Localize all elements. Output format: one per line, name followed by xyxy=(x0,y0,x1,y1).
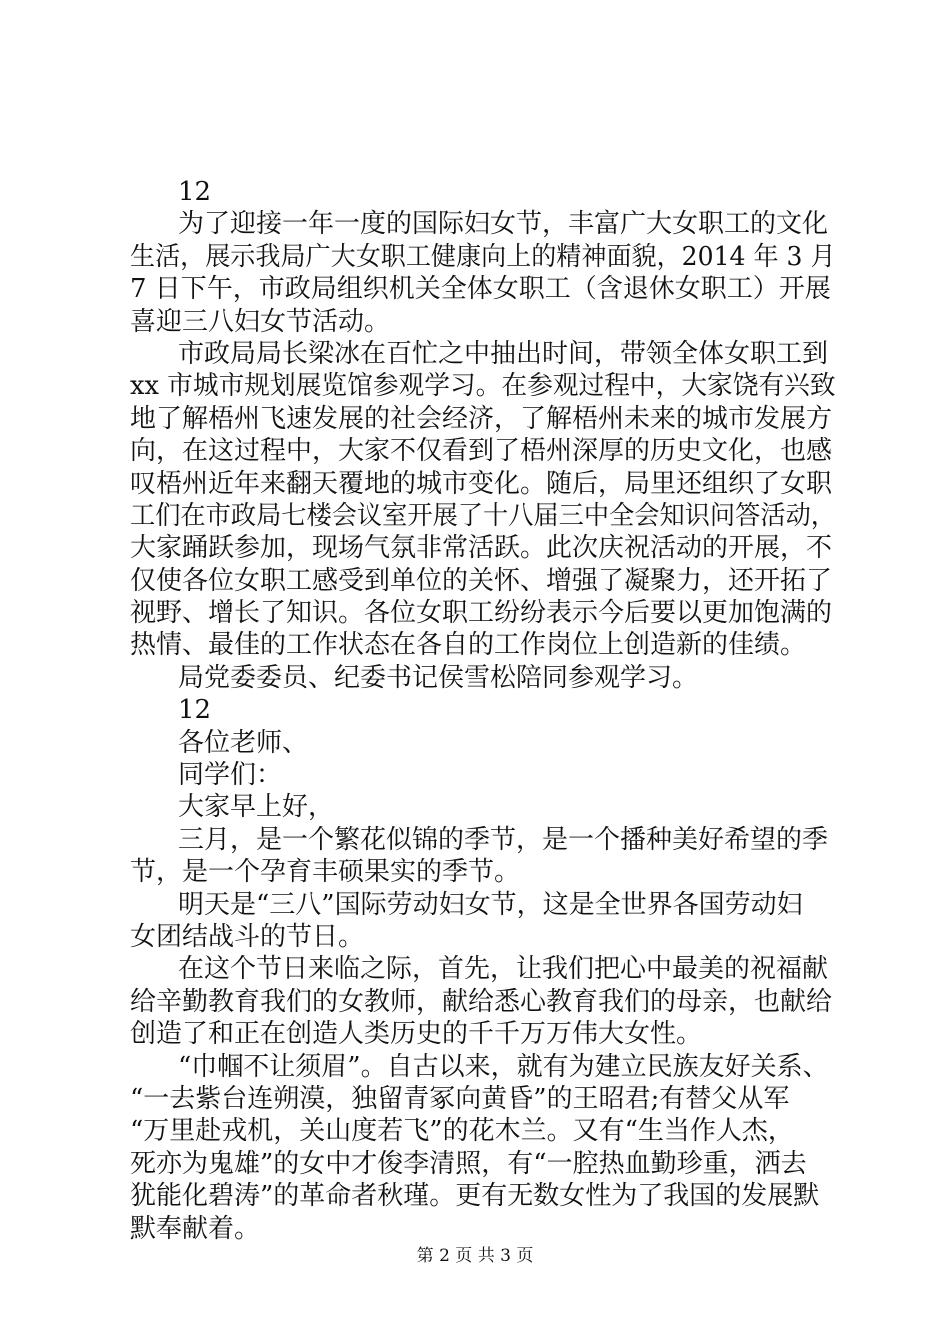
text-line: 同学们： xyxy=(178,760,283,791)
text-line: 给辛勤教育我们的女教师，献给悉心教育我们的母亲，也献给 xyxy=(130,986,833,1017)
text-line: 工们在市政局七楼会议室开展了十八届三中全会知识问答活动， xyxy=(130,500,837,531)
text-line: 死亦为鬼雄”的女中才俊李清照，有“一腔热血勤珍重，洒去 xyxy=(130,1148,807,1179)
text-line: 12 xyxy=(178,177,212,207)
page-footer xyxy=(0,1241,950,1266)
text-line: 犹能化碧涛”的革命者秋瑾。更有无数女性为了我国的发展默 xyxy=(130,1181,820,1212)
text-line: 创造了和正在创造人类历史的千千万万伟大女性。 xyxy=(130,1019,703,1050)
text-line: 为了迎接一年一度的国际妇女节，丰富广大女职工的文化 xyxy=(178,209,829,240)
text-line: 视野、增长了知识。各位女职工纷纷表示今后要以更加饱满的 xyxy=(130,598,833,629)
text-line: 7 日下午，市政局组织机关全体女职工（含退休女职工）开展 xyxy=(130,274,831,305)
document-body xyxy=(130,176,836,1245)
text-line: 各位老师、 xyxy=(178,727,309,758)
text-line: 叹梧州近年来翻天覆地的城市变化。随后，局里还组织了女职 xyxy=(130,468,833,499)
text-line: 默奉献着。 xyxy=(130,1213,261,1244)
text-line: 喜迎三八妇女节活动。 xyxy=(130,306,391,337)
text-line: “巾帼不让须眉”。自古以来，就有为建立民族友好关系、 xyxy=(178,1051,829,1082)
text-line: 大家早上好， xyxy=(178,792,335,823)
text-line: “一去紫台连朔漠，独留青冢向黄昏”的王昭君;有替父从军 xyxy=(130,1083,790,1114)
text-line: xx 市城市规划展览馆参观学习。在参观过程中，大家饶有兴致 xyxy=(130,371,836,402)
text-line: “万里赴戎机，关山度若飞”的花木兰。又有“生当作人杰， xyxy=(130,1116,794,1147)
text-line: 市政局局长梁冰在百忙之中抽出时间，带领全体女职工到 xyxy=(178,338,829,369)
text-line: 在这个节日来临之际，首先，让我们把心中最美的祝福献 xyxy=(178,954,829,985)
text-line: 热情、最佳的工作状态在各自的工作岗位上创造新的佳绩。 xyxy=(130,630,807,661)
text-line: 向，在这过程中，大家不仅看到了梧州深厚的历史文化，也感 xyxy=(130,436,833,467)
text-line: 地了解梧州飞速发展的社会经济，了解梧州未来的城市发展方 xyxy=(130,403,833,434)
text-line: 大家踊跃参加，现场气氛非常活跃。此次庆祝活动的开展，不 xyxy=(130,533,833,564)
text-line: 局党委委员、纪委书记侯雪松陪同参观学习。 xyxy=(178,662,699,693)
text-line: 生活，展示我局广大女职工健康向上的精神面貌，2014 年 3 月 xyxy=(130,241,836,272)
text-line: 明天是“三八”国际劳动妇女节，这是全世界各国劳动妇 xyxy=(178,889,803,920)
text-line: 女团结战斗的节日。 xyxy=(130,921,365,952)
text-line: 仅使各位女职工感受到单位的关怀、增强了凝聚力，还开拓了 xyxy=(130,565,833,596)
text-line: 12 xyxy=(178,695,212,726)
page-number-text: 第 2 页 共 3 页 xyxy=(416,1246,534,1266)
text-line: 三月，是一个繁花似锦的季节，是一个播种美好希望的季 xyxy=(178,824,829,855)
text-line: 节，是一个孕育丰硕果实的季节。 xyxy=(130,857,521,888)
